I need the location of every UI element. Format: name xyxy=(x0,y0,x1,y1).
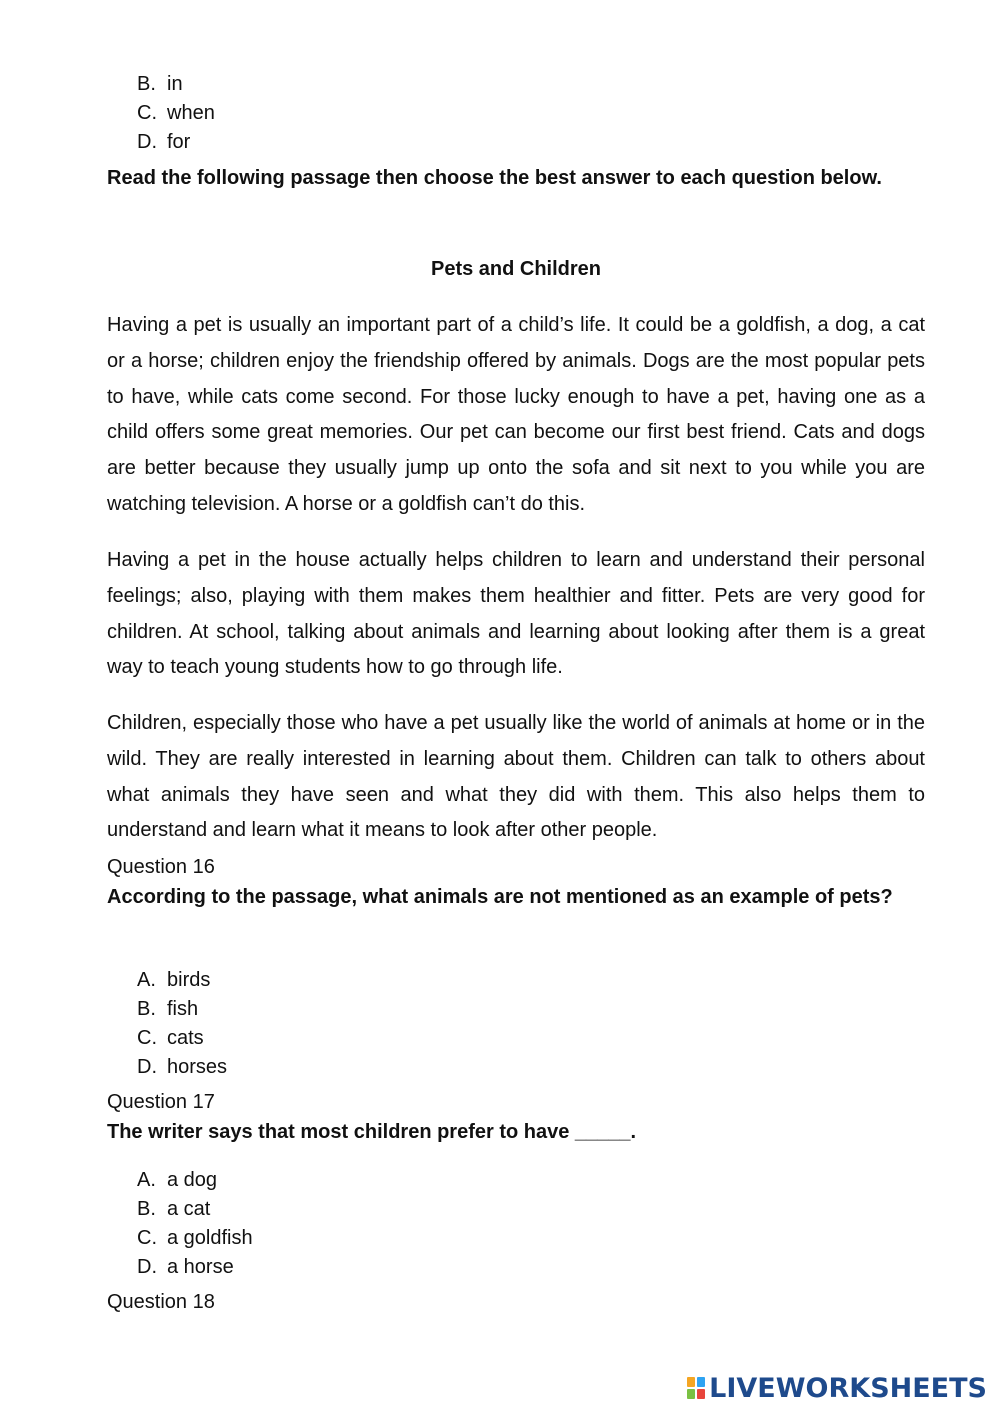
question-17-option-d[interactable] xyxy=(137,1255,234,1279)
question-17-option-c[interactable] xyxy=(137,1226,253,1250)
question-17-label: Question 17 xyxy=(107,1091,215,1113)
option-text: horses xyxy=(167,1056,228,1078)
instruction-text: Read the following passage then choose the best answer to each question below. xyxy=(107,167,882,189)
option-letter: C. xyxy=(137,1227,157,1249)
option-text: when xyxy=(167,102,215,124)
option-c-prev[interactable] xyxy=(137,101,215,125)
question-16-option-d[interactable] xyxy=(137,1055,227,1079)
option-letter: A. xyxy=(137,969,156,991)
passage-paragraph-3: Children, especially those who have a pet usually like the world of animals at home or in the wild. They are really interested in learning about them. Children can talk to others about what animals they have seen and what they did with them. This also helps them to understand and learn what it means to look after other people. xyxy=(107,712,925,842)
option-letter: B. xyxy=(137,73,156,95)
question-17-option-b[interactable] xyxy=(137,1197,210,1221)
option-letter: D. xyxy=(137,131,157,153)
question-16-label: Question 16 xyxy=(107,856,215,878)
question-17-text: The writer says that most children prefer to have _____. xyxy=(107,1121,637,1143)
question-16-text: According to the passage, what animals are not mentioned as an example of pets? xyxy=(107,886,893,908)
option-text: fish xyxy=(167,998,199,1020)
question-16-option-a[interactable] xyxy=(137,968,210,992)
option-text: a cat xyxy=(167,1198,211,1220)
option-letter: B. xyxy=(137,1198,156,1220)
question-17-option-a[interactable] xyxy=(137,1168,217,1192)
question-16-option-c[interactable] xyxy=(137,1026,204,1050)
passage-paragraph-2: Having a pet in the house actually helps children to learn and understand their personal feelings; also, playing with them makes them healthier and fitter. Pets are very good for children. At school, talking about animals and learning about looking after them is a great way to teach young students how to go through life. xyxy=(107,549,925,679)
logo-icon xyxy=(687,1377,705,1399)
option-letter: D. xyxy=(137,1256,157,1278)
option-d-prev[interactable] xyxy=(137,130,190,154)
option-letter: D. xyxy=(137,1056,157,1078)
option-text: a dog xyxy=(167,1169,218,1191)
option-text: birds xyxy=(167,969,211,991)
question-16-option-b[interactable] xyxy=(137,997,198,1021)
option-letter: C. xyxy=(137,1027,157,1049)
option-letter: A. xyxy=(137,1169,156,1191)
passage-paragraph-1: Having a pet is usually an important part of a child’s life. It could be a goldfish, a dog, a cat or a horse; children enjoy the friendship offered by animals. Dogs are the most popular pets to have, while cats come second. For those lucky enough to have a pet, having one as a child offers some great memories. Our pet can become our first best friend. Cats and dogs are better because they usually jump up onto the sofa and sit next to you while you are watching television. A horse or a goldfish can’t do this. xyxy=(107,314,925,515)
passage-title: Pets and Children xyxy=(430,258,602,280)
option-text: for xyxy=(167,131,191,153)
question-18-label: Question 18 xyxy=(107,1291,215,1313)
option-b-prev[interactable] xyxy=(137,72,183,96)
option-text: in xyxy=(167,73,183,95)
option-text: a goldfish xyxy=(167,1227,253,1249)
liveworksheets-logo[interactable] xyxy=(687,1373,987,1403)
option-letter: C. xyxy=(137,102,157,124)
option-letter: B. xyxy=(137,998,156,1020)
logo-text: LIVEWORKSHEETS xyxy=(709,1372,987,1404)
option-text: cats xyxy=(167,1027,204,1049)
option-text: a horse xyxy=(167,1256,234,1278)
